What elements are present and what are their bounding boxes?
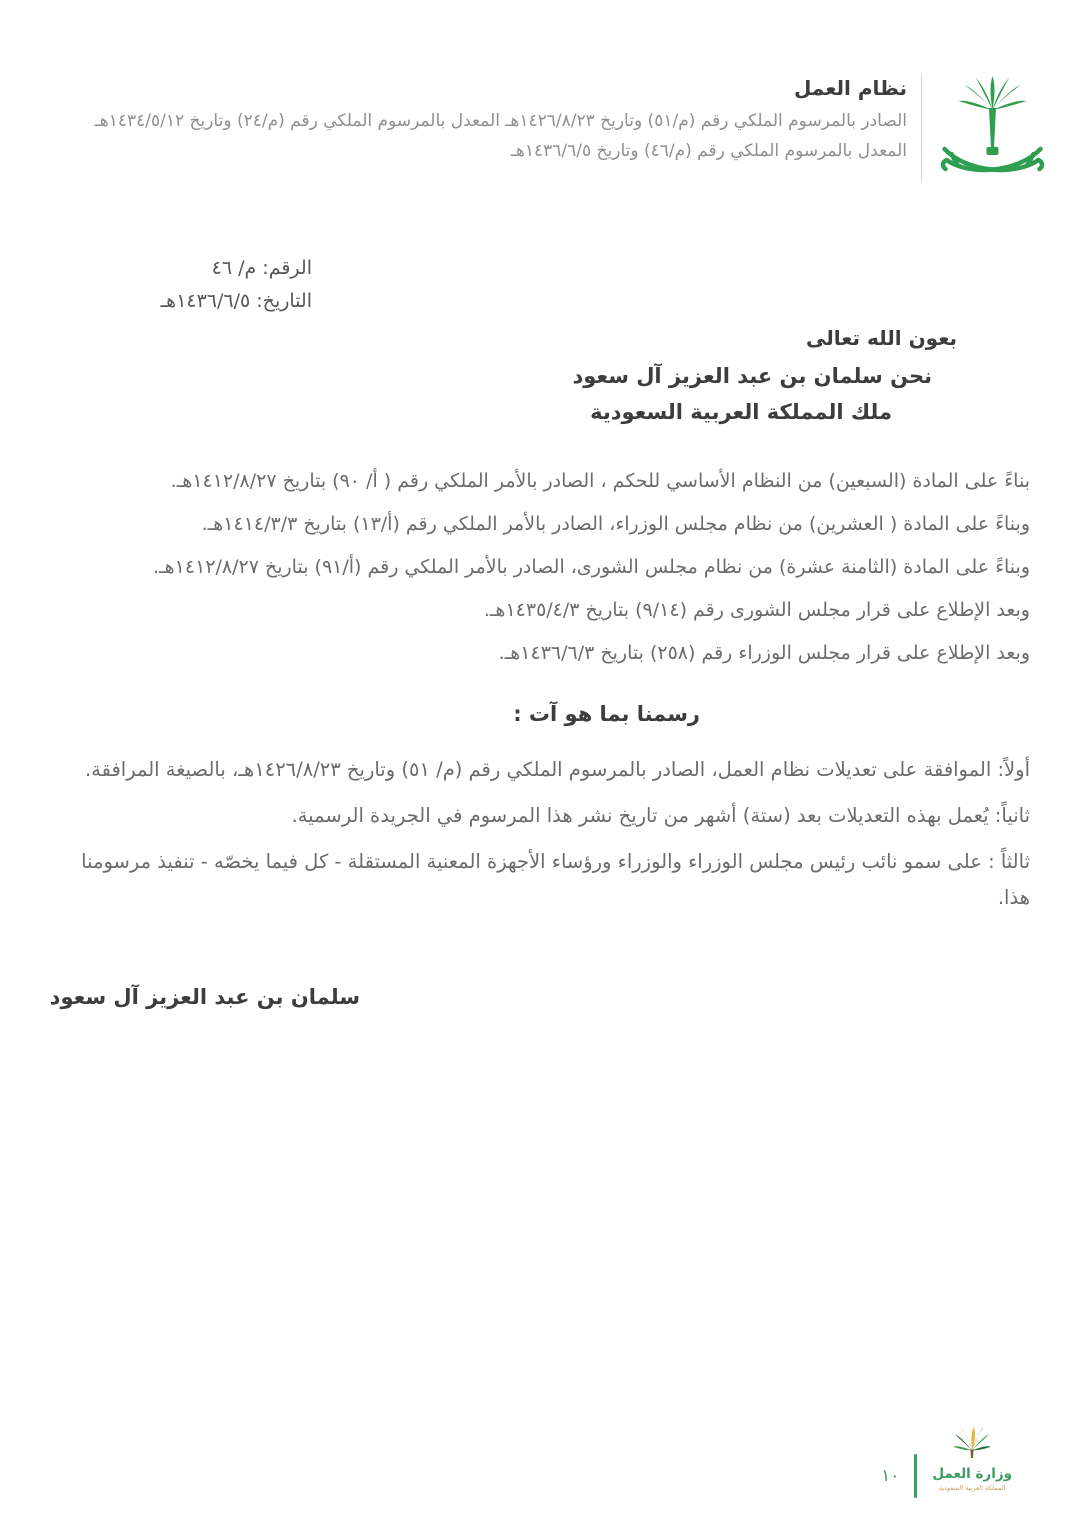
saudi-emblem-icon	[932, 70, 1050, 194]
ministry-country: المملكة العربية السعودية	[938, 1484, 1006, 1492]
recital-line: وبناءً على المادة (الثامنة عشرة) من نظام مجلس الشورى، الصادر بالأمر الملكي رقم (أ/٩١) بتاريخ ١٤١٢/٨/٢٧هـ.	[153, 556, 1030, 578]
ministry-name: وزارة العمل	[932, 1466, 1012, 1482]
signature-line: سلمان بن عبد العزيز آل سعود	[49, 985, 360, 1009]
recital-line: بناءً على المادة (السبعين) من النظام الأساسي للحكم ، الصادر بالأمر الملكي رقم ( أ/ ٩٠) بتاريخ ١٤١٢/٨/٢٧هـ.	[170, 470, 1030, 492]
recital-line: وبعد الإطلاع على قرار مجلس الوزراء رقم (٢٥٨) بتاريخ ١٤٣٦/٦/٣هـ.	[498, 642, 1030, 664]
law-subtitle-line2: المعدل بالمرسوم الملكي رقم (م/٤٦) وتاريخ ١٤٣٦/٦/٥هـ	[510, 141, 907, 161]
article-third: ثالثاً : على سمو نائب رئيس مجلس الوزراء والوزراء ورؤساء الأجهزة المعنية المستقلة - كل فيما يخصّه - تنفيذ مرسومنا هذا.	[81, 850, 1030, 909]
king-name-line: نحن سلمان بن عبد العزيز آل سعود	[572, 364, 932, 388]
king-title-line: ملك المملكة العربية السعودية	[590, 400, 892, 424]
ministry-logo	[932, 1422, 1012, 1492]
decree-date-line: التاريخ: ١٤٣٦/٦/٥هـ	[160, 290, 312, 312]
articles-section	[60, 752, 1030, 926]
basmala-line: بعون الله تعالى	[805, 326, 957, 350]
law-subtitle-line1: الصادر بالمرسوم الملكي رقم (م/٥١) وتاريخ ١٤٢٦/٨/٢٣هـ المعدل بالمرسوم الملكي رقم (م/٢٤) وتاريخ ١٤٣٤/٥/١٢هـ	[94, 111, 907, 131]
page-number: ١٠	[881, 1466, 900, 1486]
footer-divider	[914, 1454, 917, 1498]
law-title: نظام العمل	[793, 76, 907, 100]
ministry-palm-icon	[951, 1422, 993, 1464]
header-divider	[921, 74, 922, 182]
decree-number-line: الرقم: م/ ٤٦	[211, 257, 312, 279]
decree-heading: رسمنا بما هو آت :	[513, 702, 700, 726]
article-second: ثانياً: يُعمل بهذه التعديلات بعد (ستة) أشهر من تاريخ نشر هذا المرسوم في الجريدة الرسمية.	[291, 804, 1030, 827]
article-first: أولاً: الموافقة على تعديلات نظام العمل، الصادر بالمرسوم الملكي رقم (م/ ٥١) وتاريخ ١٤٢٦/٨/٢٣هـ، بالصيغة المرافقة.	[84, 758, 1030, 781]
recital-line: وبعد الإطلاع على قرار مجلس الشورى رقم (٩/١٤) بتاريخ ١٤٣٥/٤/٣هـ.	[483, 599, 1030, 621]
header-text	[95, 70, 907, 166]
page-footer	[881, 1422, 1012, 1498]
document-header	[40, 70, 1050, 194]
recital-line: وبناءً على المادة ( العشرين) من نظام مجلس الوزراء، الصادر بالأمر الملكي رقم (أ/١٣) بتاريخ ١٤١٤/٣/٣هـ.	[201, 513, 1030, 535]
recitals-section	[60, 460, 1030, 675]
reference-block	[161, 252, 312, 318]
